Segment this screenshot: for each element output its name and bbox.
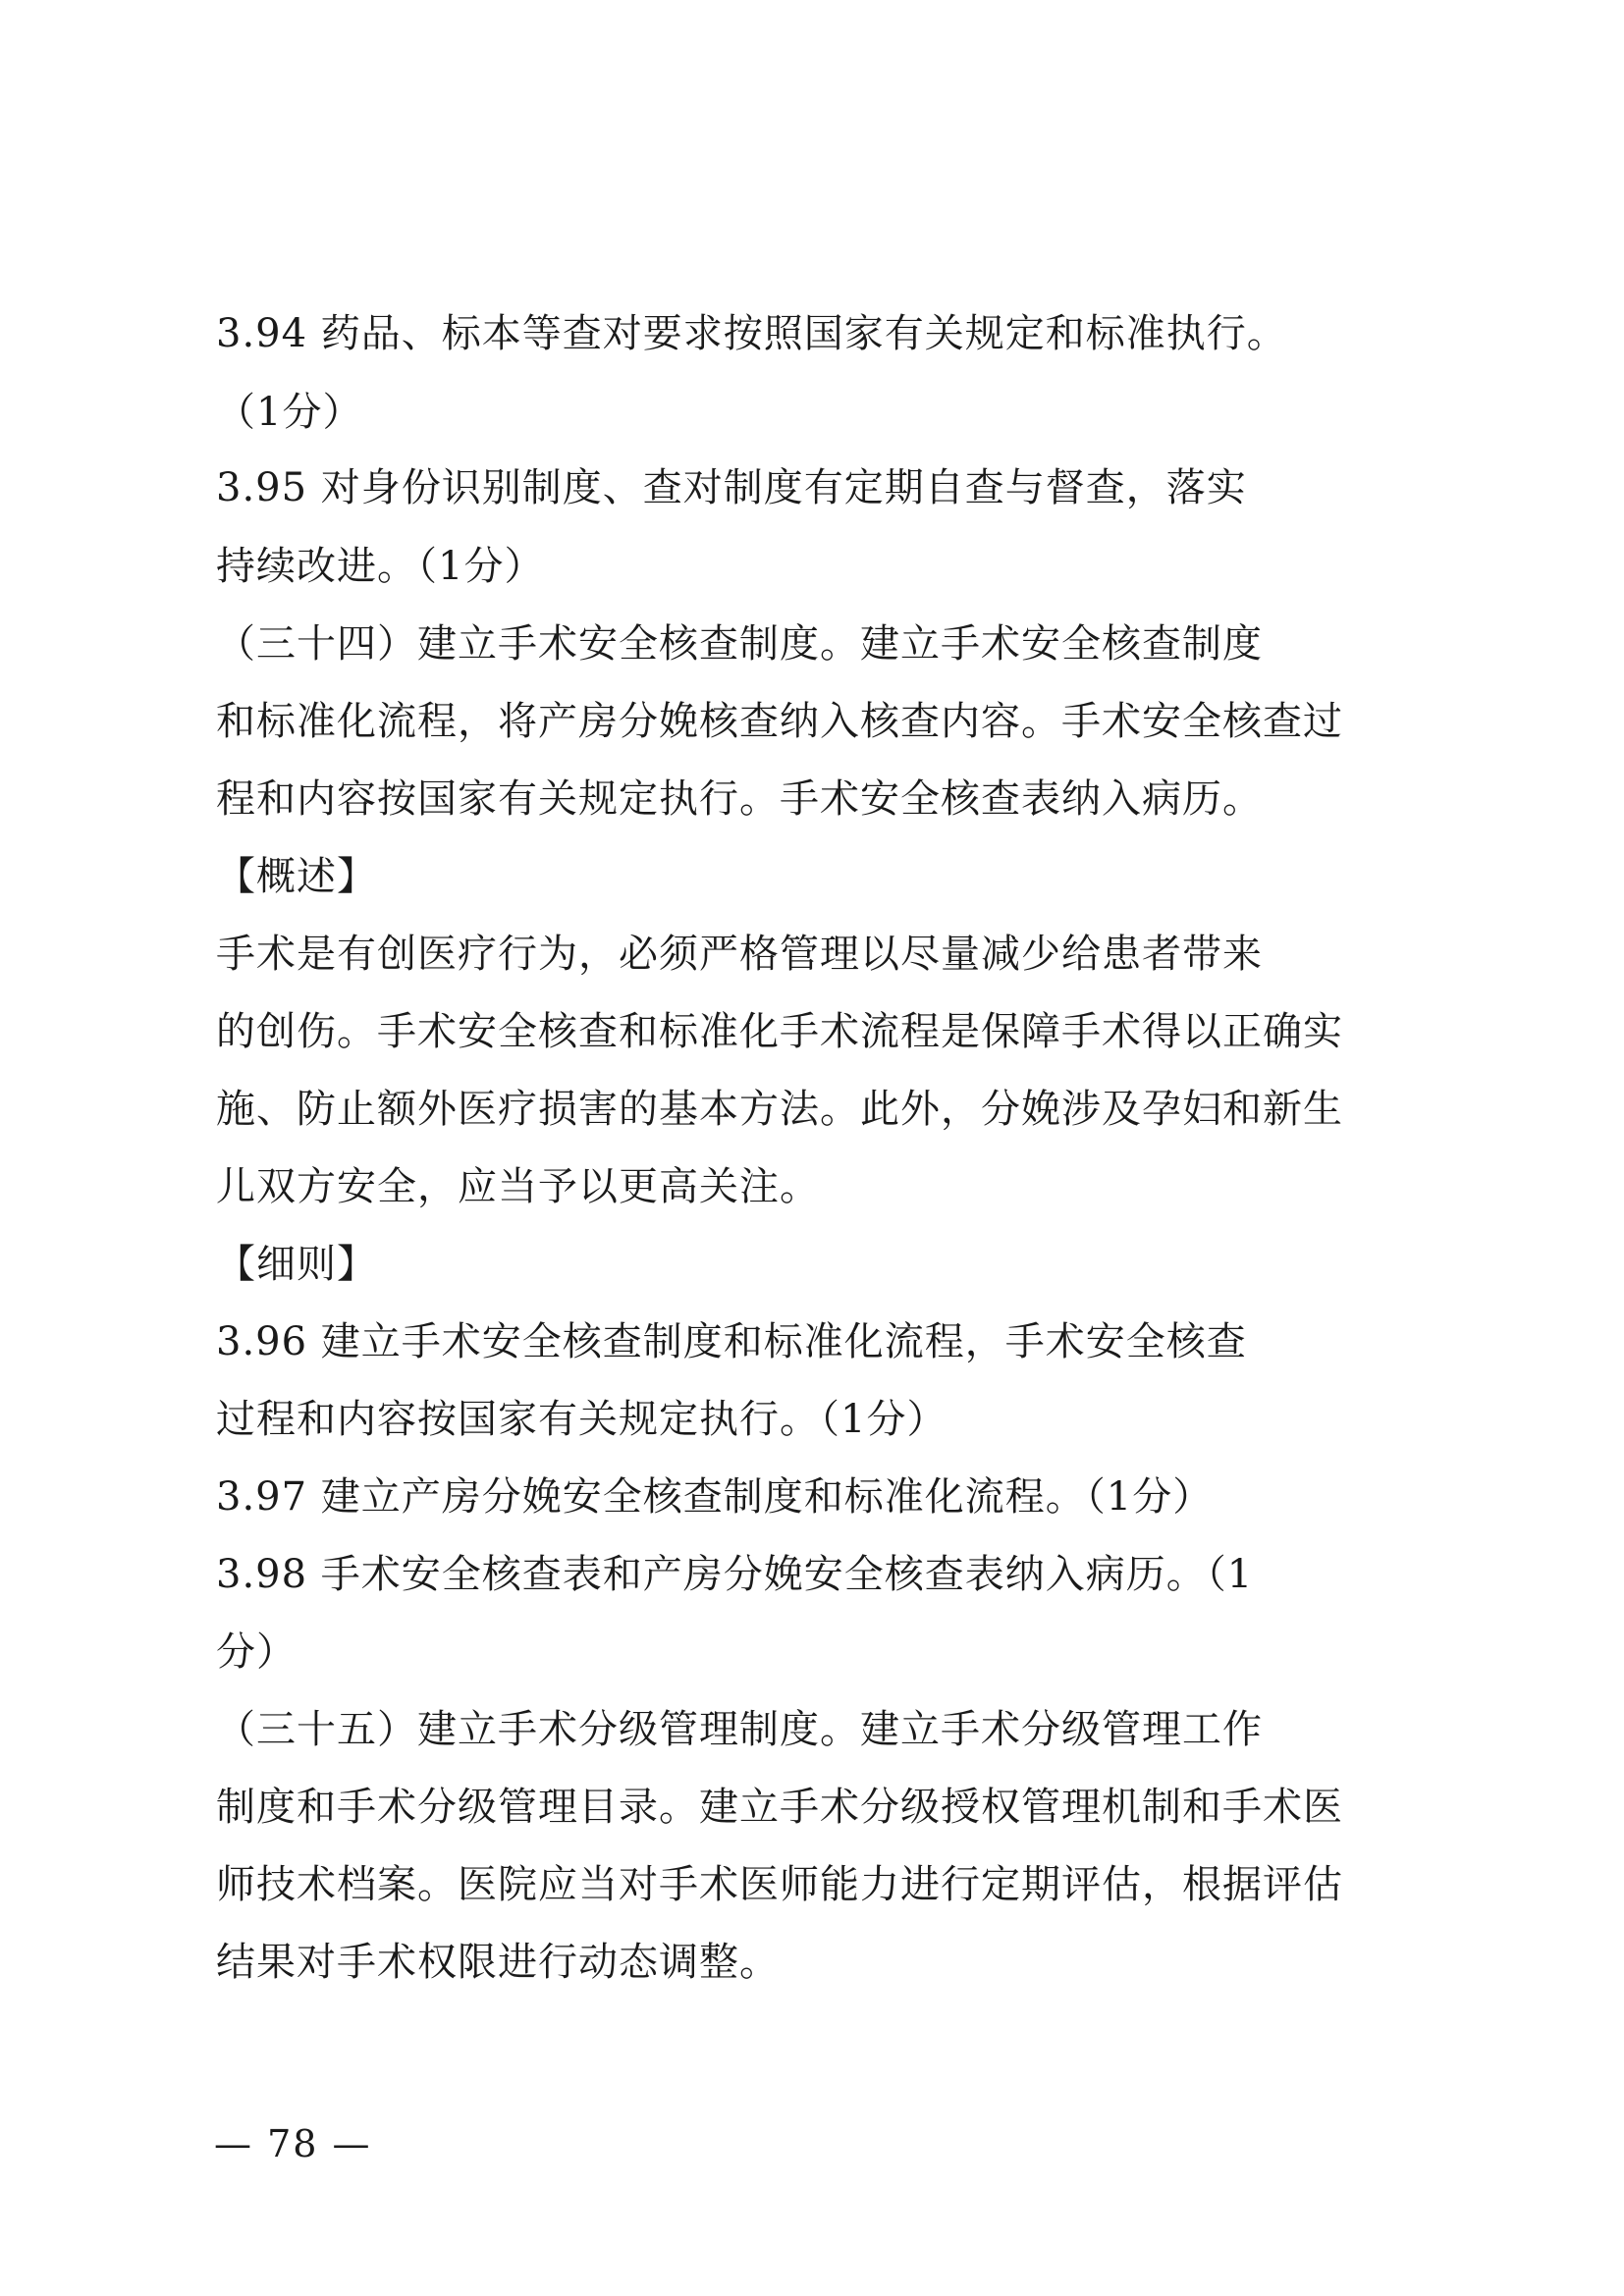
text-line-3-97: 3.97 建立产房分娩安全核查制度和标准化流程。（1分） bbox=[216, 1474, 1214, 1520]
section-heading-35: （三十五）建立手术分级管理制度。建立手术分级管理工作 bbox=[216, 1707, 1263, 1752]
text-line-3-95: 3.95 对身份识别制度、查对制度有定期自查与督查，落实 bbox=[216, 465, 1247, 510]
text-line-3-94-score: （1分） bbox=[216, 390, 363, 435]
overview-line-2: 的创伤。手术安全核查和标准化手术流程是保障手术得以正确实 bbox=[216, 1009, 1343, 1054]
text-line-3-98-cont: 分） bbox=[216, 1629, 297, 1675]
overview-line-1: 手术是有创医疗行为，必须严格管理以尽量减少给患者带来 bbox=[216, 932, 1263, 977]
section-34-line-3: 程和内容按国家有关规定执行。手术安全核查表纳入病历。 bbox=[216, 776, 1263, 822]
page-number: — 78 — bbox=[214, 2122, 372, 2165]
text-line-3-94: 3.94 药品、标本等查对要求按照国家有关规定和标准执行。 bbox=[216, 311, 1287, 356]
section-34-line-2: 和标准化流程，将产房分娩核查纳入核查内容。手术安全核查过 bbox=[216, 699, 1343, 744]
text-line-3-98: 3.98 手术安全核查表和产房分娩安全核查表纳入病历。（1 bbox=[216, 1552, 1254, 1597]
text-line-3-96: 3.96 建立手术安全核查制度和标准化流程，手术安全核查 bbox=[216, 1319, 1247, 1364]
section-heading-34: （三十四）建立手术安全核查制度。建立手术安全核查制度 bbox=[216, 621, 1263, 667]
rules-heading: 【细则】 bbox=[216, 1242, 377, 1287]
section-35-line-2: 制度和手术分级管理目录。建立手术分级授权管理机制和手术医 bbox=[216, 1785, 1343, 1830]
overview-line-3: 施、防止额外医疗损害的基本方法。此外，分娩涉及孕妇和新生 bbox=[216, 1087, 1343, 1132]
text-line-3-96-cont: 过程和内容按国家有关规定执行。（1分） bbox=[216, 1397, 947, 1442]
section-35-line-3: 师技术档案。医院应当对手术医师能力进行定期评估，根据评估 bbox=[216, 1862, 1343, 1907]
overview-heading: 【概述】 bbox=[216, 854, 377, 899]
section-35-line-4: 结果对手术权限进行动态调整。 bbox=[216, 1940, 780, 1985]
overview-line-4: 儿双方安全，应当予以更高关注。 bbox=[216, 1164, 820, 1209]
text-line-3-95-cont: 持续改进。（1分） bbox=[216, 544, 545, 589]
